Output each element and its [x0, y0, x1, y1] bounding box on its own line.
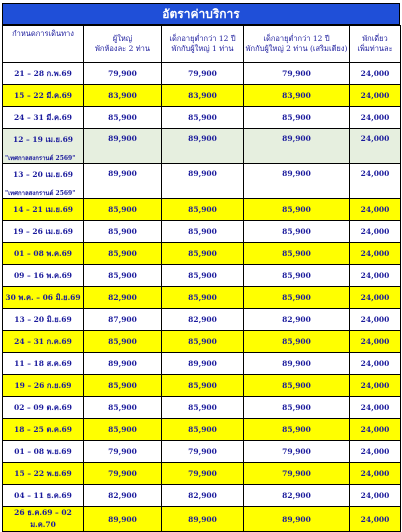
travel-date-cell: 11 – 18 ส.ค.69 [3, 353, 84, 375]
single-supplement-cell: 24,000 [350, 287, 401, 309]
child-two-adults-price-cell: 83,900 [244, 85, 350, 107]
festival-note: "เทศกาลสงกรานต์ 2569" [5, 190, 76, 197]
table-row [3, 63, 401, 85]
single-supplement-cell: 24,000 [350, 419, 401, 441]
child-two-adults-price-cell: 85,900 [244, 419, 350, 441]
table-row [3, 441, 401, 463]
child-one-adult-price-cell: 85,900 [162, 331, 244, 353]
child-one-adult-price-cell: 89,900 [162, 353, 244, 375]
travel-date-cell: 02 – 09 ต.ค.69 [3, 397, 84, 419]
single-supplement-cell: 24,000 [350, 129, 401, 164]
child-two-adults-price-cell: 85,900 [244, 221, 350, 243]
travel-date-cell: 18 – 25 ต.ค.69 [3, 419, 84, 441]
adult-price-cell: 83,900 [84, 85, 162, 107]
adult-price-cell: 89,900 [84, 164, 162, 199]
single-supplement-cell: 24,000 [350, 397, 401, 419]
table-row [3, 243, 401, 265]
child-two-adults-price-cell: 79,900 [244, 463, 350, 485]
table-title: อัตราค่าบริการ [2, 3, 400, 25]
travel-date-cell: 24 – 31 ก.ค.69 [3, 331, 84, 353]
table-row [3, 107, 401, 129]
child-two-adults-price-cell: 89,900 [244, 164, 350, 199]
child-one-adult-price-cell: 85,900 [162, 397, 244, 419]
travel-date-cell: 09 – 16 พ.ค.69 [3, 265, 84, 287]
single-supplement-cell: 24,000 [350, 353, 401, 375]
child-one-adult-price-cell: 82,900 [162, 309, 244, 331]
child-two-adults-price-cell: 79,900 [244, 441, 350, 463]
table-row [3, 353, 401, 375]
child-one-adult-price-cell: 89,900 [162, 164, 244, 199]
child-one-adult-price-cell: 85,900 [162, 419, 244, 441]
header-child-one-adult: เด็กอายุต่ำกว่า 12 ปี พักกับผู้ใหญ่ 1 ท่าน [162, 26, 244, 63]
travel-date-cell: 01 – 08 พ.ย.69 [3, 441, 84, 463]
single-supplement-cell: 24,000 [350, 85, 401, 107]
single-supplement-cell: 24,000 [350, 63, 401, 85]
adult-price-cell: 85,900 [84, 243, 162, 265]
child-two-adults-price-cell: 85,900 [244, 397, 350, 419]
child-two-adults-price-cell: 89,900 [244, 507, 350, 532]
single-supplement-cell: 24,000 [350, 331, 401, 353]
table-header-row [3, 26, 401, 63]
adult-price-cell: 85,900 [84, 375, 162, 397]
table-row [3, 265, 401, 287]
child-one-adult-price-cell: 82,900 [162, 485, 244, 507]
table-row [3, 507, 401, 532]
travel-date-cell: 14 – 21 เม.ย.69 [3, 199, 84, 221]
travel-date-cell: 04 – 11 ธ.ค.69 [3, 485, 84, 507]
table-body [3, 63, 401, 532]
child-one-adult-price-cell: 85,900 [162, 107, 244, 129]
single-supplement-cell: 24,000 [350, 164, 401, 199]
child-two-adults-price-cell: 82,900 [244, 309, 350, 331]
child-two-adults-price-cell: 79,900 [244, 63, 350, 85]
price-table-container [2, 3, 400, 532]
adult-price-cell: 85,900 [84, 199, 162, 221]
adult-price-cell: 89,900 [84, 507, 162, 532]
child-two-adults-price-cell: 85,900 [244, 375, 350, 397]
adult-price-cell: 89,900 [84, 129, 162, 164]
single-supplement-cell: 24,000 [350, 507, 401, 532]
single-supplement-cell: 24,000 [350, 243, 401, 265]
table-row [3, 164, 401, 199]
travel-date-cell: 19 – 26 เม.ย.69 [3, 221, 84, 243]
travel-date-cell: 15 – 22 พ.ย.69 [3, 463, 84, 485]
child-two-adults-price-cell: 89,900 [244, 129, 350, 164]
child-one-adult-price-cell: 89,900 [162, 129, 244, 164]
table-row [3, 287, 401, 309]
child-one-adult-price-cell: 85,900 [162, 287, 244, 309]
adult-price-cell: 82,900 [84, 485, 162, 507]
adult-price-cell: 85,900 [84, 419, 162, 441]
child-one-adult-price-cell: 79,900 [162, 441, 244, 463]
child-two-adults-price-cell: 85,900 [244, 107, 350, 129]
travel-date-cell: 13 – 20 เม.ย.69 "เทศกาลสงกรานต์ 2569" [3, 164, 84, 199]
table-row [3, 397, 401, 419]
adult-price-cell: 85,900 [84, 265, 162, 287]
table-row [3, 331, 401, 353]
child-one-adult-price-cell: 83,900 [162, 85, 244, 107]
travel-date-cell: 21 – 28 ก.พ.69 [3, 63, 84, 85]
child-one-adult-price-cell: 79,900 [162, 463, 244, 485]
child-one-adult-price-cell: 85,900 [162, 243, 244, 265]
child-one-adult-price-cell: 85,900 [162, 375, 244, 397]
adult-price-cell: 82,900 [84, 287, 162, 309]
travel-date-cell: 15 – 22 มี.ค.69 [3, 85, 84, 107]
table-row [3, 419, 401, 441]
adult-price-cell: 85,900 [84, 107, 162, 129]
child-one-adult-price-cell: 85,900 [162, 221, 244, 243]
table-row [3, 199, 401, 221]
child-two-adults-price-cell: 85,900 [244, 265, 350, 287]
adult-price-cell: 85,900 [84, 221, 162, 243]
adult-price-cell: 85,900 [84, 397, 162, 419]
child-two-adults-price-cell: 82,900 [244, 485, 350, 507]
child-two-adults-price-cell: 85,900 [244, 331, 350, 353]
child-two-adults-price-cell: 85,900 [244, 287, 350, 309]
child-two-adults-price-cell: 89,900 [244, 353, 350, 375]
single-supplement-cell: 24,000 [350, 375, 401, 397]
child-one-adult-price-cell: 79,900 [162, 63, 244, 85]
adult-price-cell: 87,900 [84, 309, 162, 331]
child-one-adult-price-cell: 89,900 [162, 507, 244, 532]
travel-date-cell: 13 – 20 มิ.ย.69 [3, 309, 84, 331]
adult-price-cell: 79,900 [84, 63, 162, 85]
table-row [3, 129, 401, 164]
table-row [3, 85, 401, 107]
header-travel-dates: กำหนดการเดินทาง [3, 26, 84, 63]
header-single-supplement: พักเดี่ยว เพิ่มท่านละ [350, 26, 401, 63]
child-one-adult-price-cell: 85,900 [162, 199, 244, 221]
table-row [3, 221, 401, 243]
child-one-adult-price-cell: 85,900 [162, 265, 244, 287]
single-supplement-cell: 24,000 [350, 309, 401, 331]
travel-date-cell: 30 พ.ค. – 06 มิ.ย.69 [3, 287, 84, 309]
single-supplement-cell: 24,000 [350, 221, 401, 243]
travel-date-cell: 19 – 26 ก.ย.69 [3, 375, 84, 397]
table-row [3, 309, 401, 331]
travel-date-cell: 26 ธ.ค.69 – 02 ม.ค.70 [3, 507, 84, 532]
child-two-adults-price-cell: 85,900 [244, 199, 350, 221]
adult-price-cell: 85,900 [84, 331, 162, 353]
travel-date-cell: 24 – 31 มี.ค.69 [3, 107, 84, 129]
header-adult: ผู้ใหญ่ พักห้องละ 2 ท่าน [84, 26, 162, 63]
single-supplement-cell: 24,000 [350, 441, 401, 463]
single-supplement-cell: 24,000 [350, 107, 401, 129]
adult-price-cell: 79,900 [84, 441, 162, 463]
child-two-adults-price-cell: 85,900 [244, 243, 350, 265]
single-supplement-cell: 24,000 [350, 463, 401, 485]
festival-note: "เทศกาลสงกรานต์ 2569" [5, 155, 76, 162]
travel-date-cell: 01 – 08 พ.ค.69 [3, 243, 84, 265]
single-supplement-cell: 24,000 [350, 199, 401, 221]
single-supplement-cell: 24,000 [350, 265, 401, 287]
single-supplement-cell: 24,000 [350, 485, 401, 507]
adult-price-cell: 89,900 [84, 353, 162, 375]
table-row [3, 485, 401, 507]
travel-date-cell: 12 – 19 เม.ย.69 "เทศกาลสงกรานต์ 2569" [3, 129, 84, 164]
table-row [3, 375, 401, 397]
adult-price-cell: 79,900 [84, 463, 162, 485]
header-child-two-adults: เด็กอายุต่ำกว่า 12 ปี พักกับผู้ใหญ่ 2 ท่าน (เสริมเตียง) [244, 26, 350, 63]
price-table [2, 25, 401, 532]
